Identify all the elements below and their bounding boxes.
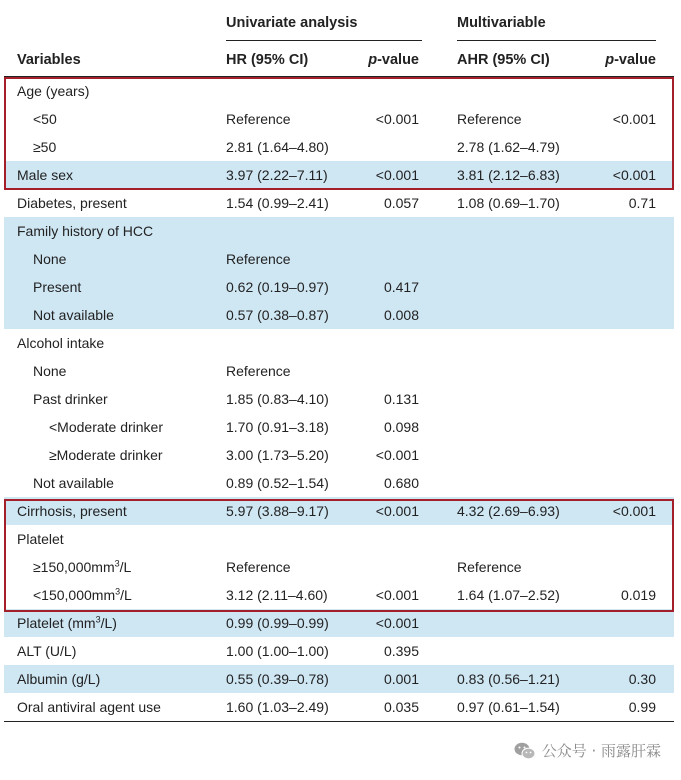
hr-value: Reference — [226, 363, 291, 379]
table-row — [4, 581, 674, 609]
table-row — [4, 525, 674, 553]
hr-value: 0.99 (0.99–0.99) — [226, 615, 329, 631]
variable-label: Oral antiviral agent use — [17, 699, 161, 715]
variable-label: <Moderate drinker — [49, 419, 164, 435]
variable-label: $\ge 150,000mm^3/L$ — [33, 558, 132, 575]
column-header-hr: HR (95% CI) — [226, 52, 309, 68]
table-row — [4, 497, 674, 525]
hr-value: 3.97 (2.22–7.11) — [226, 167, 328, 183]
table-header — [4, 6, 674, 77]
ahr-value: Reference — [457, 559, 522, 575]
table-row — [4, 413, 674, 441]
variable-label: $<150,000mm^3/L$ — [33, 586, 132, 603]
p-value: 0.131 — [383, 391, 419, 407]
variable-label: Alcohol intake — [17, 335, 105, 351]
hr-value: 5.97 (3.88–9.17) — [226, 503, 329, 519]
results-table — [4, 6, 674, 722]
variable-label: Not available — [33, 307, 114, 323]
wechat-icon — [514, 742, 536, 760]
ahr-value: 0.97 (0.61–1.54) — [457, 699, 560, 715]
variable-label: ≥50 — [33, 139, 57, 155]
p-value: <0.001 — [375, 503, 419, 519]
table-row — [4, 161, 674, 189]
variable-label: Present — [33, 279, 82, 295]
ahr-value: 4.32 (2.69–6.93) — [457, 503, 560, 519]
table-row — [4, 665, 674, 693]
p-value-multi: 0.019 — [620, 587, 656, 603]
watermark — [514, 740, 661, 761]
group-header-univariate: Univariate analysis — [226, 15, 358, 31]
watermark-text: 公众号 · 雨露肝霖 — [541, 742, 661, 760]
p-value-multi: 0.71 — [628, 195, 656, 211]
hr-value: 1.54 (0.99–2.41) — [226, 195, 329, 211]
column-header-p-value-multi: p-value — [605, 52, 656, 68]
variable-label: Cirrhosis, present — [17, 503, 127, 519]
table-row — [4, 245, 674, 273]
table-row — [4, 441, 674, 469]
hr-value: 1.60 (1.03–2.49) — [226, 699, 329, 715]
p-value: <0.001 — [375, 447, 419, 463]
variable-label: Family history of HCC — [17, 223, 154, 239]
variable-label: None — [33, 363, 67, 379]
variable-label: Not available — [33, 475, 114, 491]
p-value: 0.057 — [383, 195, 419, 211]
table-row — [4, 637, 674, 665]
variable-label: ≥Moderate drinker — [49, 447, 163, 463]
table-row — [4, 357, 674, 385]
p-value: 0.098 — [383, 419, 419, 435]
variable-label: Diabetes, present — [17, 195, 127, 211]
group-header-multivariable: Multivariable — [457, 15, 546, 31]
table-row — [4, 189, 674, 217]
table-row — [4, 273, 674, 301]
p-value-multi: <0.001 — [612, 503, 656, 519]
ahr-value: 0.83 (0.56–1.21) — [457, 671, 560, 687]
p-value: 0.395 — [383, 643, 419, 659]
ahr-value: 1.64 (1.07–2.52) — [457, 587, 560, 603]
table-row — [4, 77, 674, 105]
table-row — [4, 217, 674, 245]
variable-label: ALT (U/L) — [17, 643, 77, 659]
p-value: <0.001 — [375, 587, 419, 603]
table-row — [4, 553, 674, 581]
p-value: 0.001 — [383, 671, 419, 687]
hr-value: 3.00 (1.73–5.20) — [226, 447, 329, 463]
hr-value: Reference — [226, 111, 291, 127]
p-value: <0.001 — [375, 111, 419, 127]
p-value-multi: 0.99 — [628, 699, 656, 715]
group-underline-univariate — [226, 40, 422, 41]
variable-label: Male sex — [17, 167, 74, 183]
hr-value: 3.12 (2.11–4.60) — [226, 587, 328, 603]
hr-value: 2.81 (1.64–4.80) — [226, 139, 329, 155]
hr-value: 0.57 (0.38–0.87) — [226, 307, 329, 323]
table-row — [4, 329, 674, 357]
p-value-multi: <0.001 — [612, 167, 656, 183]
variable-label: None — [33, 251, 67, 267]
table-body — [4, 77, 674, 722]
hr-value: 0.89 (0.52–1.54) — [226, 475, 329, 491]
column-header-ahr: AHR (95% CI) — [457, 52, 550, 68]
variable-label: Age (years) — [17, 83, 90, 99]
hr-value: 1.00 (1.00–1.00) — [226, 643, 329, 659]
variable-label: Albumin (g/L) — [17, 671, 101, 687]
table-row — [4, 105, 674, 133]
column-header-variables: Variables — [17, 52, 81, 68]
p-value-multi: <0.001 — [612, 111, 656, 127]
hr-value: Reference — [226, 559, 291, 575]
hr-value: 0.55 (0.39–0.78) — [226, 671, 329, 687]
p-value-multi: 0.30 — [628, 671, 656, 687]
variable-label: <50 — [33, 111, 57, 127]
p-value: 0.417 — [383, 279, 419, 295]
column-header-p-value: p-value — [368, 52, 419, 68]
table-row — [4, 385, 674, 413]
p-value: 0.035 — [383, 699, 419, 715]
table-row — [4, 301, 674, 329]
hr-value: 1.85 (0.83–4.10) — [226, 391, 329, 407]
ahr-value: Reference — [457, 111, 522, 127]
hr-value: 1.70 (0.91–3.18) — [226, 419, 329, 435]
table-row — [4, 693, 674, 721]
table-row — [4, 609, 674, 637]
p-value: 0.680 — [383, 475, 419, 491]
p-value: <0.001 — [375, 615, 419, 631]
table-row — [4, 133, 674, 161]
hr-value: 0.62 (0.19–0.97) — [226, 279, 329, 295]
p-value: 0.008 — [383, 307, 419, 323]
ahr-value: 1.08 (0.69–1.70) — [457, 195, 560, 211]
table-row — [4, 469, 674, 497]
ahr-value: 3.81 (2.12–6.83) — [457, 167, 560, 183]
variable-label: Platelet $(mm^3/L)$ — [17, 614, 117, 631]
variable-label: Past drinker — [33, 391, 108, 407]
variable-label: Platelet — [17, 531, 64, 547]
group-underline-multivariable — [457, 40, 656, 41]
hr-value: Reference — [226, 251, 291, 267]
ahr-value: 2.78 (1.62–4.79) — [457, 139, 560, 155]
p-value: <0.001 — [375, 167, 419, 183]
